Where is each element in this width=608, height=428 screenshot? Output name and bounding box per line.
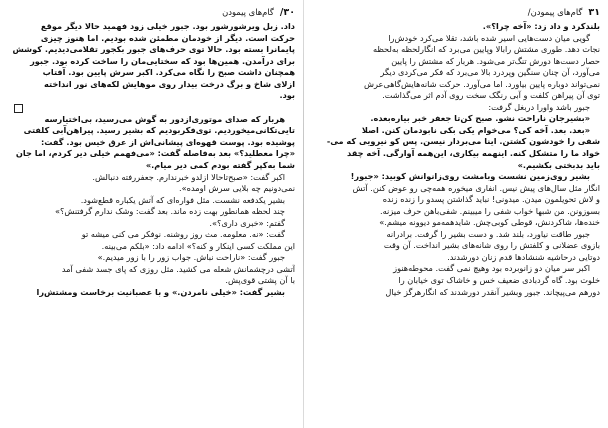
right-page-text-block (318, 21, 600, 298)
text-line: ازلای شاخ و برگ درخت بیدار روی موهایش لکه‌های نور انداخته (44, 78, 295, 89)
text-line: بازوی عضلانی و کلفتش را روی شانه‌های بشیر انداخت. آن وقت (383, 240, 600, 251)
left-page-running-title: گام‌های پیمودن (222, 6, 274, 17)
text-line: گویی میان دست‌هایی اسیر شده باشد، تقلا می‌کرد خودش‌را (388, 32, 590, 43)
left-page-text-block-1 (12, 21, 295, 102)
text-line: دورهم می‌پیچاند. جبور وبشیر آنقدر دورشدند که انگارهرگز خیال (385, 286, 600, 297)
text-line: حرکت است. دیگر از خودمان مطمئن شده بودیم. اما هنوز چیزی (40, 32, 295, 43)
text-line: با آن پشتی قوی‌پش. (225, 275, 295, 286)
text-line: جبور طاقت نیاورد، بلند شد. و دست بشیر را گرفت. برادرانه (386, 228, 590, 239)
left-page-header (12, 6, 295, 19)
text-line: «چرا معطلید؟» بعد به‌فاصله گفت: «می‌فهمم خیلی دیر کردم، اما جان (15, 148, 295, 159)
left-page-text-block-2 (12, 114, 295, 299)
left-page (12, 6, 295, 424)
left-page-number: ۳۰/ (279, 6, 295, 18)
text-line: گفت: «نه. معلومه. مث روز روشنه. نوفکر می کنی میشه تو (81, 229, 285, 240)
text-line: بلندکرد و داد زد: «آخه چرا؟». (482, 21, 600, 31)
text-line: خنده‌ها، شاکردنش، قوطی کوبی‌چش. شاید‌همه‌مو دیوونه میشم.» (379, 217, 600, 228)
text-line: انگار مثل سال‌های پیش نیس. انفاری میخوره همه‌چی رو عوض کنن. آتش (352, 182, 600, 193)
text-line: برای درآمدن. همین‌ها بود که سختایی‌مان را ساخت کرده بود. جبور (30, 55, 295, 66)
text-line: نمی‌دونیم چه بلایی سرش اومده». (179, 183, 295, 194)
text-line: و لاش تحویلمون میدن. میدونی! نباید گذاشتن پسدو را زنده زنده (382, 194, 600, 205)
text-line: هربار که صدای موتوری‌ازدور به گوش می‌رسید، بی‌اختیارسه (44, 113, 285, 124)
text-line: داد. زبل ویرشورشور بود. جبور خیلی زود فهمید حالا دیگر موقع (40, 21, 295, 31)
text-line: جبور گفت: «ناراحت نباش. جواب زور را با زور میدیم.» (97, 252, 285, 263)
right-page-running-title: گام‌های پیمودن/ (527, 6, 583, 17)
text-line: توی آن پیراهن کلفت و آبی رنگک سخت روی آدم اثر می‌گذاشت. (382, 90, 600, 101)
text-line: نجات دهد. طوری مشتش رابالا وپایین می‌برد که انگارلحظه به‌لحظه (372, 44, 600, 55)
text-line: شما به‌کپر گفته بودم کمی دیر میام.» (145, 160, 295, 171)
text-line: بشیر گفت: «خیلی نامردن.» و با عصبانیت برخاست ومشتش‌را (36, 287, 285, 298)
text-line: باید بدبختی بکشیم.» (517, 159, 600, 170)
text-line: خلوت بود. گاه گردبادی ضعیف خس و خاشاک توی خیابان را (398, 275, 600, 286)
text-line: بسوزونن. من شبها خواب شفی را میبینم. شفی‌باهن حرف میزنه. (380, 205, 600, 216)
section-break (12, 102, 295, 114)
text-line: پوشیده بود. پوست قهوه‌ای پیشانی‌اش از عرق خیس بود. گفت: (40, 136, 295, 147)
text-line: بود. (279, 90, 295, 101)
text-line: این مملکت کسی اینکار و کنه؟» ادامه داد: «بلکم می‌بینه. (101, 240, 295, 251)
text-line: حصار دست‌ها دورش تنگ‌تر می‌شود. هربار که مشتش را پایین (391, 55, 600, 66)
text-line: می‌آورد، آن چنان سنگین وپردرد بالا می‌برد که فکر می‌کردی دیگر (380, 67, 600, 78)
text-line: «بشیرجان ناراحت نشو. صبح کن‌تا جعفر خبر بیاره‌بعده. (370, 113, 590, 124)
right-page-header (318, 6, 600, 19)
text-line: همچنان داشت صبح را نگاه می‌کرد. اکبر سرش پایین بود. آفتاب (42, 67, 295, 78)
text-line: بشیر روی‌زمین نشست وبامشت روی‌زانوانش کوبید: «جبور! (350, 171, 590, 182)
text-line: نمی‌تواند دوباره پایین بیاورد. اما می‌آورد. حرکت شانه‌هایش‌گاهی‌عرش (364, 78, 600, 89)
text-line: بشیر یکدفعه نشست. مثل فواره‌ای که آتش یکباره قطع‌شود. (80, 194, 285, 205)
text-line: خواد ما را متشکل کنه. اینهمه بیکاری، این‌همه آوارگی. آخه چقد (346, 148, 600, 159)
text-line: دوتایی درحاشیه شنشادها قدم زنان دورشدند. (447, 251, 600, 262)
text-line: آتشی درچشمانش شعله می کشید. مثل روزی که پای جسد شفی آمد (61, 263, 295, 274)
section-break-box-icon (14, 104, 23, 113)
right-page-number: ۳۱ (588, 6, 600, 18)
text-line: جبور باشد واورا دربغل گرفت: (488, 101, 590, 112)
text-line: «بعد. بعد. آخه کی؟ می‌خوام یکی بکی نابودمان کنن. اصلا (361, 124, 590, 135)
book-gutter (303, 0, 304, 428)
text-line: اکبر سر میان دو زانوبرده بود وهیچ نمی گفت. محوطه‌هنوز (393, 263, 590, 274)
text-line: پایمانرا بسته بود. حالا توی حرف‌های جبور بکجور تقلامی‌دیدیم. کوشش (12, 44, 295, 55)
text-line: شفی را خودشون کشتن. اینا می‌بردار نیسن. پس کو نیرویی که می- (326, 136, 600, 147)
text-line: اکبر گفت: «صبح‌تا‌حالا ازلدو خبرندارم. جعفررفته دنبالش. (92, 171, 285, 182)
text-line: تایی‌تکانی‌میخوردیم. توی‌فکربودیم که بشیر رسید. پیراهن‌آبی کلفتی (23, 125, 295, 136)
right-page (318, 6, 600, 424)
text-line: گفتم: «خبری داری؟». (209, 217, 285, 228)
text-line: چند لحظه همانطور بهت زده ماند. بعد گفت: وشک ندارم گرفتنش؟» (55, 206, 285, 217)
